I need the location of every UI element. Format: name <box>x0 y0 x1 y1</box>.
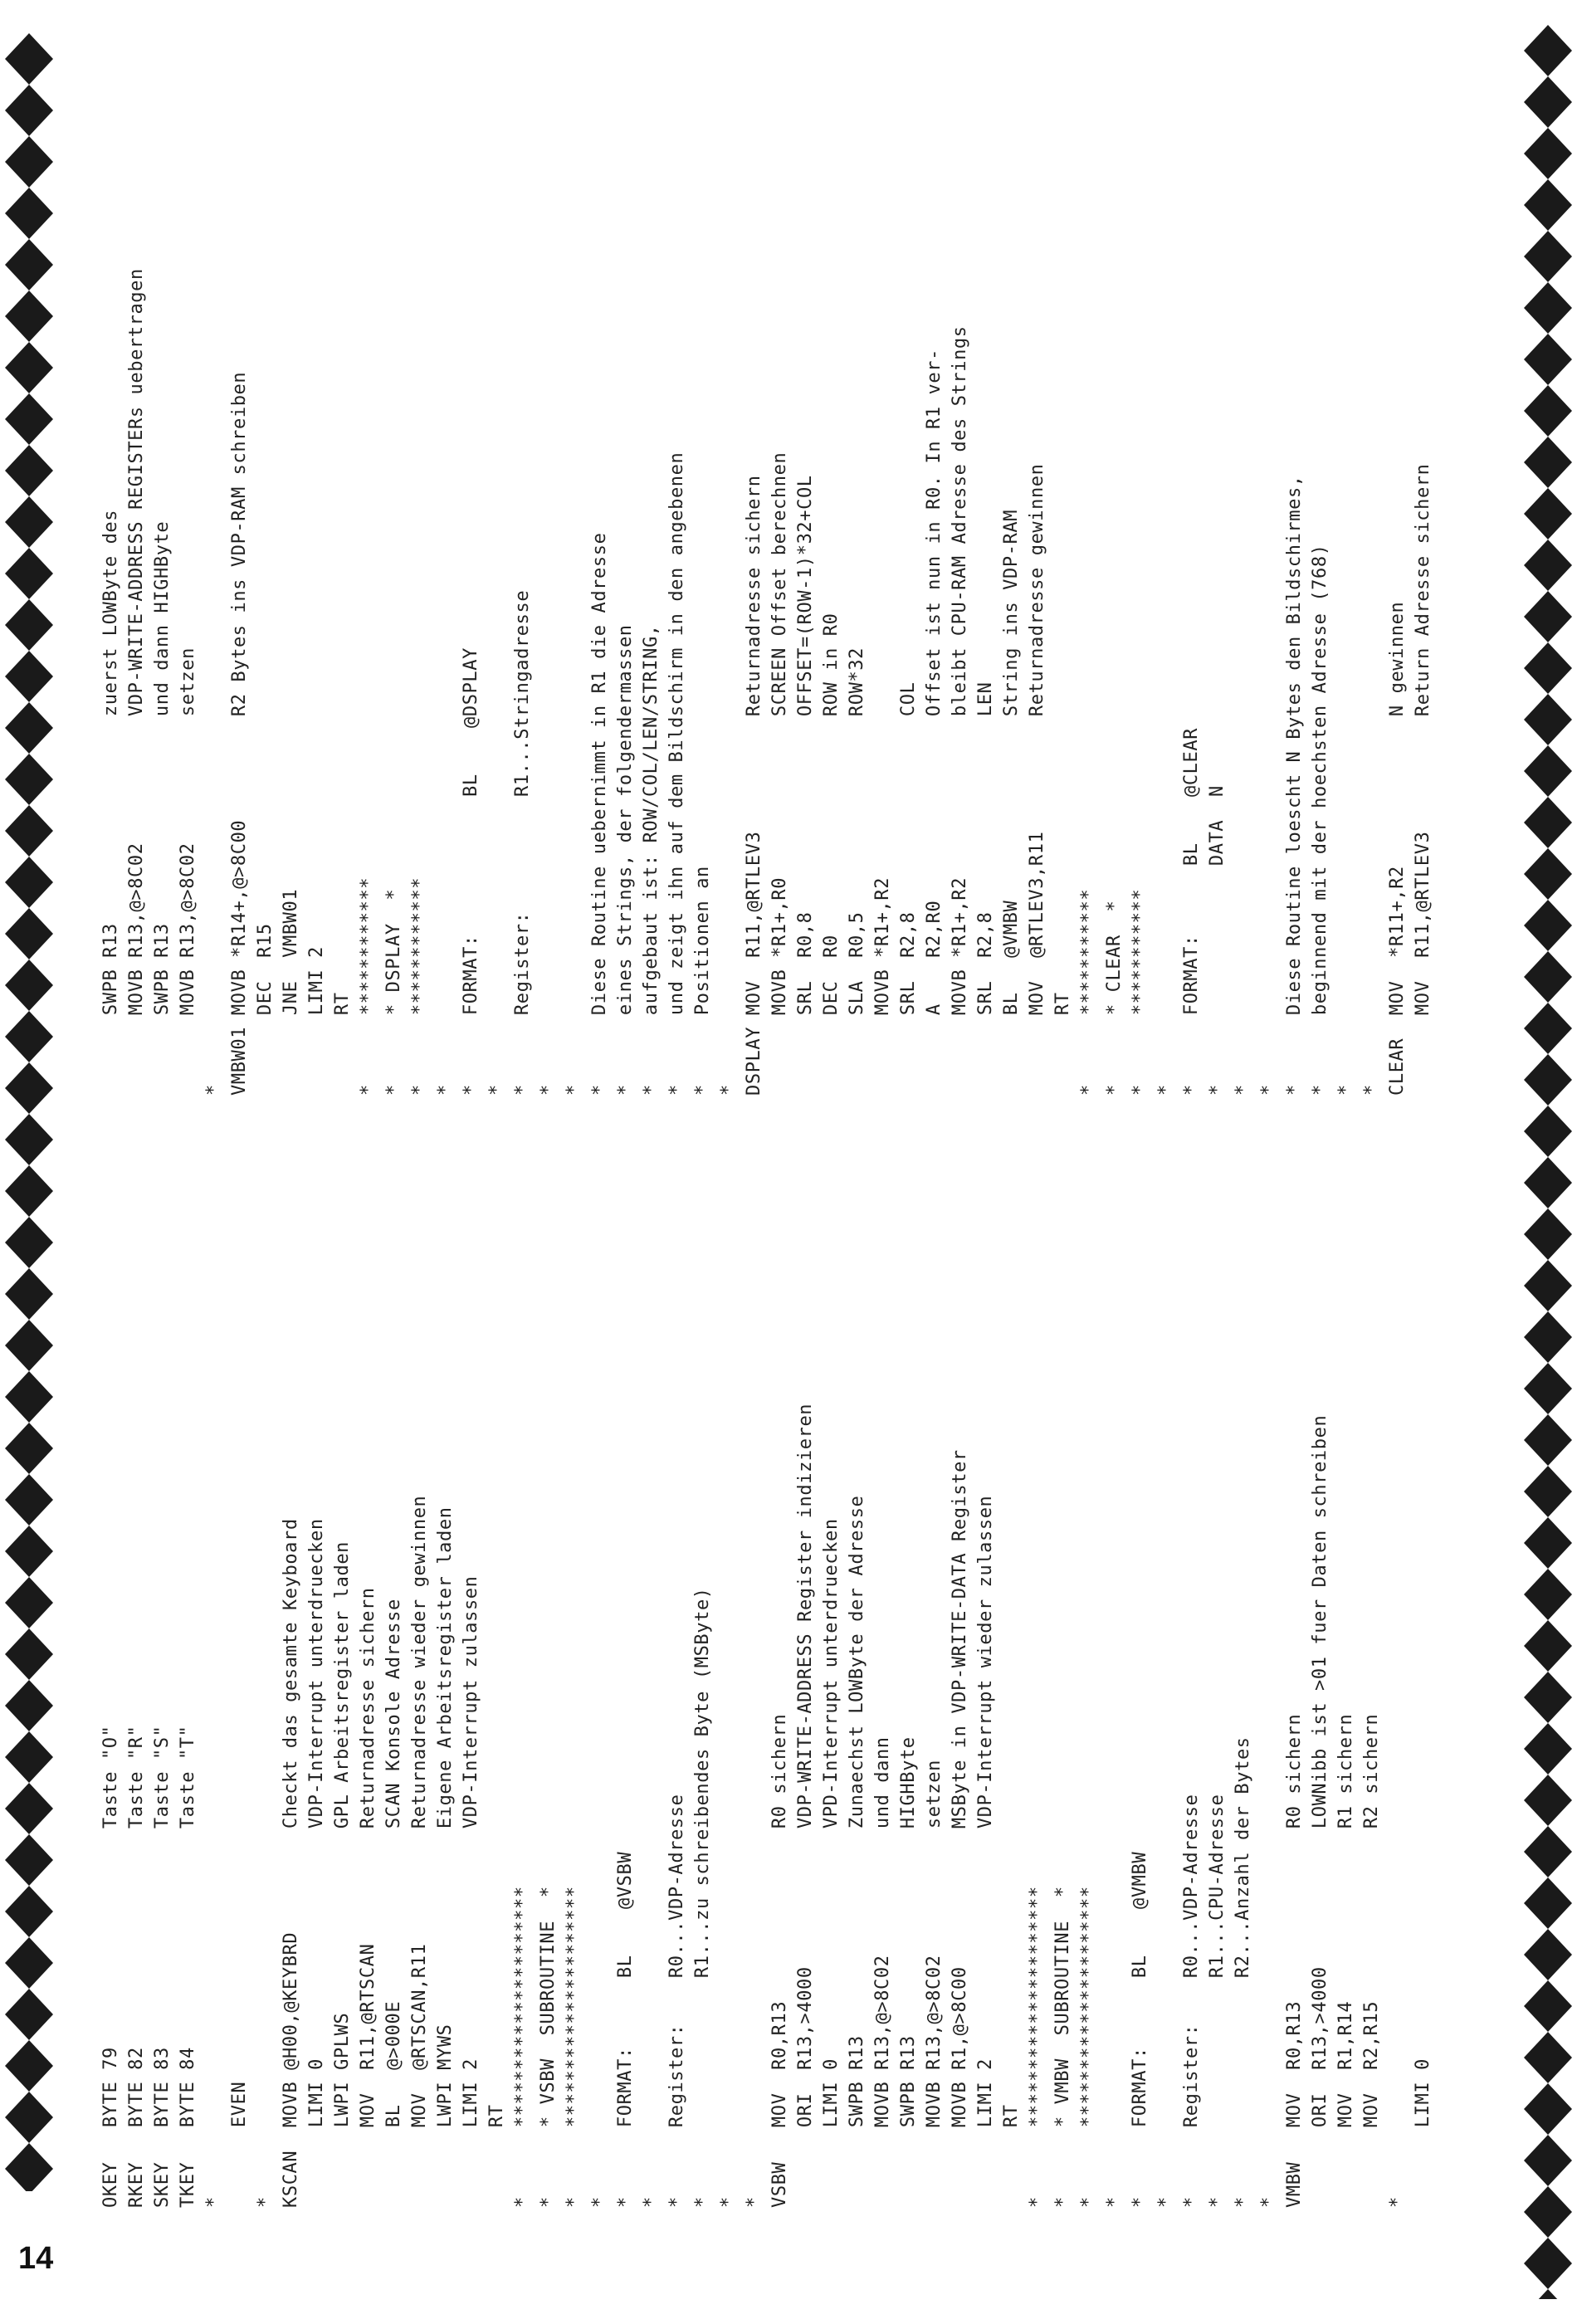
code-line: TKEY BYTE 84 Taste "T" <box>178 1725 198 2208</box>
code-line: * Register: R0...VDP-Adresse <box>1181 1794 1202 2208</box>
code-line: * <box>1335 1084 1356 1096</box>
code-line: RT <box>1052 992 1073 1096</box>
code-line: SLA R0,5 ROW*32 <box>847 647 867 1096</box>
code-line: * Register: R0...VDP-Adresse <box>666 1794 687 2208</box>
code-line: * ********************* <box>512 1886 533 2208</box>
code-line: SWPB R13 zuerst LOWByte des <box>100 509 121 1096</box>
code-line: * <box>538 1084 559 1096</box>
code-line: MOVB R1,@>8C00 MSByte in VDP-WRITE-DATA Register <box>950 1449 970 2208</box>
code-line: * R1...zu schreibendes Byte (MSByte) <box>692 1587 713 2208</box>
code-line: * <box>641 2196 662 2208</box>
code-line: * * CLEAR * <box>1104 900 1125 1096</box>
code-line: MOV @RTLEV3,R11 Returnadresse gewinnen <box>1027 463 1047 1096</box>
code-line: * Positionen an <box>692 866 713 1096</box>
code-line: * <box>1233 1084 1253 1096</box>
code-line: MOVB R13,@>8C02 setzen <box>178 647 198 1096</box>
code-line: * <box>564 1084 584 1096</box>
code-line: * ********************* <box>564 1886 584 2208</box>
code-line: VMBW01 MOVB *R14+,@>8C00 R2 Bytes ins VDP-RAM schreiben <box>229 371 250 1096</box>
code-line: ORI R13,>4000 VDP-WRITE-ADDRESS Register indizieren <box>795 1403 816 2208</box>
code-line: MOV R1,R14 R1 sichern <box>1335 1713 1356 2208</box>
code-line: MOV R11,@RTSCAN Returnadresse sichern <box>358 1587 378 2208</box>
code-line: * <box>1361 1084 1382 1096</box>
code-line: * <box>1258 1084 1279 1096</box>
code-line: * <box>718 1084 739 1096</box>
code-line: * <box>1155 2196 1176 2208</box>
code-line: BL @VMBW String ins VDP-RAM <box>1001 509 1022 1096</box>
code-line: MOV R2,R15 R2 sichern <box>1361 1713 1382 2208</box>
code-line: DSPLAY MOV R11,@RTLEV3 Returnadresse sichern <box>744 475 764 1096</box>
code-line: * * DSPLAY * <box>383 888 404 1096</box>
code-line: * ************ <box>358 876 378 1096</box>
code-line: * <box>1387 2196 1408 2208</box>
code-line: ORI R13,>4000 LOWNibb ist >01 fuer Daten schreiben <box>1310 1414 1330 2208</box>
code-line: * Register: R1...Stringadresse <box>512 589 533 1096</box>
code-line: DEC R15 <box>255 923 276 1096</box>
code-line: SRL R2,8 LEN <box>975 681 996 1096</box>
code-line: MOVB *R1+,R2 <box>872 876 893 1096</box>
code-line: BL @>000E SCAN Konsole Adresse <box>383 1599 404 2208</box>
code-line: OKEY BYTE 79 Taste "O" <box>100 1725 121 2208</box>
code-line: RT <box>1001 2104 1022 2208</box>
code-line: * eines Strings, der folgendermassen <box>615 624 636 1096</box>
code-line: LIMI 2 VDP-Interrupt zulassen <box>461 1575 481 2208</box>
code-line: SWPB R13 Zunaechst LOWByte der Adresse <box>847 1495 867 2208</box>
code-line: * <box>589 2196 610 2208</box>
code-line: SRL R2,8 COL <box>898 681 919 1096</box>
code-line: * Diese Routine uebernimmt in R1 die Adresse <box>589 532 610 1096</box>
code-line: * DATA N <box>1207 785 1228 1096</box>
code-line: VSBW MOV R0,R13 R0 sichern <box>769 1713 790 2208</box>
code-line: * ********************* <box>1027 1886 1047 2208</box>
code-line: * *********** <box>1078 888 1099 1096</box>
code-line: SKEY BYTE 83 Taste "S" <box>152 1725 173 2208</box>
code-line: * * VSBW SUBROUTINE * <box>538 1886 559 2208</box>
code-line: JNE VMBW01 <box>281 888 301 1096</box>
code-line: * <box>255 2196 276 2208</box>
code-line: * FORMAT: BL @DSPLAY <box>461 647 481 1096</box>
code-line: * <box>435 1084 456 1096</box>
code-line: MOVB R13,@>8C02 VDP-WRITE-ADDRESS REGISTERs uebertragen <box>126 268 147 1096</box>
code-line: MOVB R13,@>8C02 und dann <box>872 1736 893 2208</box>
code-line: LIMI 0 <box>1413 2058 1433 2208</box>
code-line: MOV @RTSCAN,R11 Returnadresse wieder gewinnen <box>409 1495 430 2208</box>
code-line: * <box>486 1084 507 1096</box>
code-line: DEC R0 ROW in R0 <box>821 613 842 1096</box>
code-line: * beginnend mit der hoechsten Adresse (768) <box>1310 544 1330 1096</box>
code-line: * aufgebaut ist: ROW/COL/LEN/STRING, <box>641 624 662 1096</box>
code-line: SWPB R13 HIGHByte <box>898 1736 919 2208</box>
code-line: * <box>718 2196 739 2208</box>
code-column-left <box>98 1404 1436 2208</box>
code-line: LIMI 2 VDP-Interrupt wieder zulassen <box>975 1495 996 2208</box>
code-line: RT <box>332 992 353 1096</box>
code-line: * FORMAT: BL @VSBW <box>615 1851 636 2208</box>
code-line: RKEY BYTE 82 Taste "R" <box>126 1725 147 2208</box>
code-line: * <box>203 1084 224 1096</box>
code-line: * <box>1104 2196 1125 2208</box>
code-line: * Diese Routine loescht N Bytes den Bildschirmes, <box>1284 475 1305 1096</box>
code-line: MOV R11,@RTLEV3 Return Adresse sichern <box>1413 463 1433 1096</box>
code-line: KSCAN MOVB @H00,@KEYBRD Checkt das gesamte Keyboard <box>281 1518 301 2208</box>
code-line: * <box>1258 2196 1279 2208</box>
code-line: * *********** <box>1130 888 1150 1096</box>
code-line: * FORMAT: BL @VMBW <box>1130 1851 1150 2208</box>
code-column-right <box>98 268 1436 1096</box>
code-line: SRL R0,8 OFFSET=(ROW-1)*32+COL <box>795 475 816 1096</box>
code-line: * FORMAT: BL @CLEAR <box>1181 727 1202 1096</box>
code-line: LIMI 2 <box>306 946 327 1096</box>
code-line: A R2,R0 Offset ist nun in R0. In R1 ver- <box>924 349 945 1096</box>
code-line: LIMI 0 VPD-Interrupt unterdruecken <box>821 1518 842 2208</box>
code-line: CLEAR MOV *R11+,R2 N gewinnen <box>1387 601 1408 1096</box>
code-line: SWPB R13 und dann HIGHByte <box>152 520 173 1096</box>
code-line: * <box>744 2196 764 2208</box>
page-number: 14 <box>18 2241 54 2276</box>
code-line: MOVB *R1+,R2 bleibt CPU-RAM Adresse des Strings <box>950 325 970 1096</box>
code-line: * R1...CPU-Adresse <box>1207 1794 1228 2208</box>
code-line: LIMI 0 VDP-Interrupt unterdruecken <box>306 1518 327 2208</box>
code-line: LWPI MYWS Eigene Arbeitsregister laden <box>435 1506 456 2208</box>
code-line: MOVB R13,@>8C02 setzen <box>924 1760 945 2208</box>
code-line: * und zeigt ihn auf dem Bildschirm in den angebenen <box>666 452 687 1096</box>
code-line: LWPI GPLWS GPL Arbeitsregister laden <box>332 1540 353 2208</box>
code-line: RT <box>486 2104 507 2208</box>
code-line: * * VMBW SUBROUTINE * <box>1052 1886 1073 2208</box>
code-line: VMBW MOV R0,R13 R0 sichern <box>1284 1713 1305 2208</box>
code-line: * <box>203 2196 224 2208</box>
code-line: MOVB *R1+,R0 SCREEN Offset berechnen <box>769 452 790 1096</box>
code-line: * ********************* <box>1078 1886 1099 2208</box>
code-line: * <box>1155 1084 1176 1096</box>
code-line: * ************ <box>409 876 430 1096</box>
code-line: * R2...Anzahl der Bytes <box>1233 1736 1253 2208</box>
code-line: EVEN <box>229 2081 250 2208</box>
